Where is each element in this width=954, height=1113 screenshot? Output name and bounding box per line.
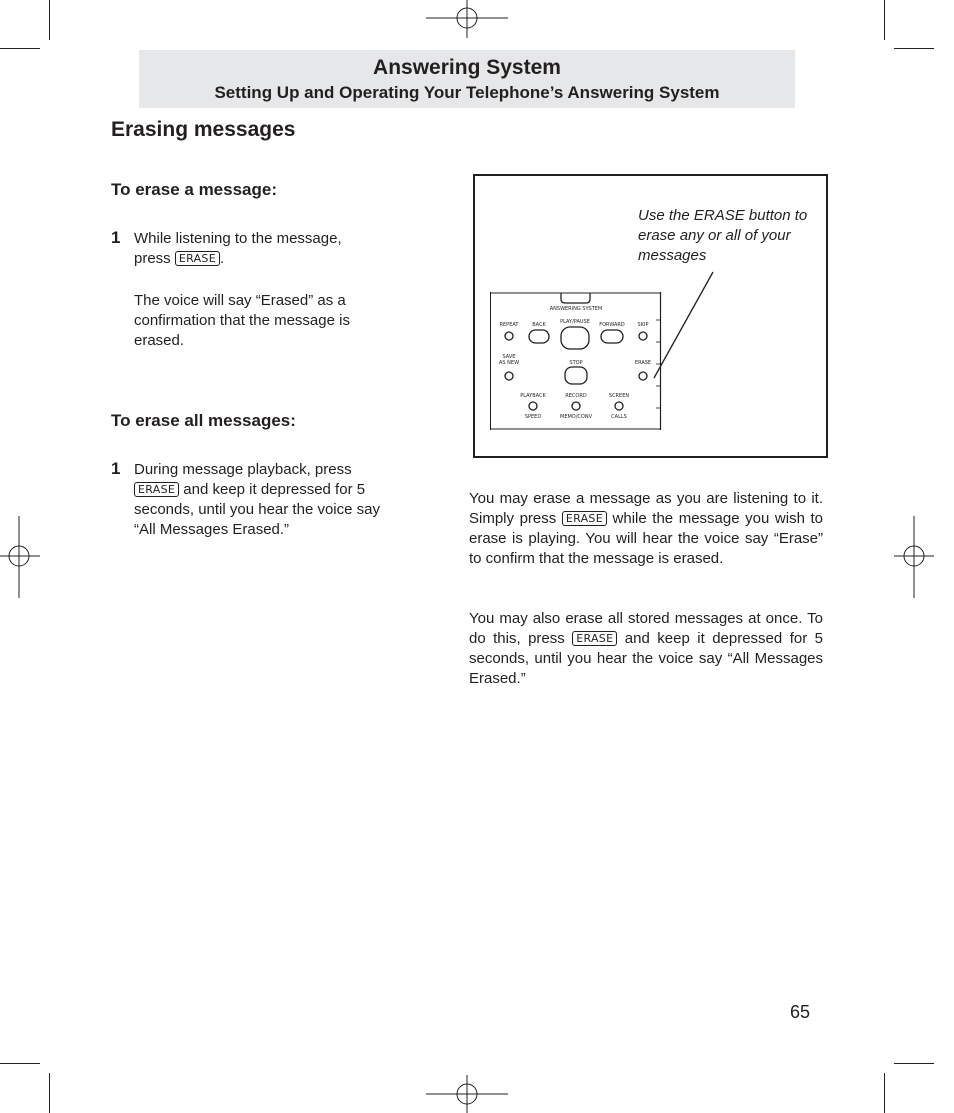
erase-key-icon: ERASE bbox=[175, 251, 220, 266]
erase-key-icon: ERASE bbox=[562, 511, 607, 526]
panel-label-play-pause: PLAY/PAUSE bbox=[560, 319, 590, 325]
erase-one-step-press: press bbox=[134, 250, 171, 267]
stop-button-icon bbox=[565, 367, 587, 384]
registration-mark-icon bbox=[0, 516, 40, 598]
screen-button-icon bbox=[615, 402, 623, 410]
right-paragraph-2-a: You may also erase all stored messages at once. To do this, press bbox=[469, 610, 823, 647]
right-paragraph-2 bbox=[469, 609, 823, 689]
erase-one-step bbox=[134, 229, 404, 269]
erase-all-step-number: 1 bbox=[111, 459, 121, 478]
erase-one-heading: To erase a message: bbox=[111, 180, 277, 199]
section-title: Erasing messages bbox=[111, 118, 296, 141]
save-as-new-button-icon bbox=[505, 372, 513, 380]
erase-all-step bbox=[134, 460, 396, 540]
erase-one-step-text: While listening to the message, bbox=[134, 230, 342, 247]
panel-label-screen: SCREEN bbox=[608, 393, 630, 399]
repeat-button-icon bbox=[505, 332, 513, 340]
play-pause-button-icon bbox=[561, 327, 589, 349]
erase-all-step-text: During message playback, press bbox=[134, 461, 352, 478]
panel-label-speed: SPEED bbox=[524, 414, 542, 420]
registration-mark-icon bbox=[426, 0, 508, 38]
right-paragraph-1-a: You may erase a message as you are listening to it. Simply press bbox=[469, 490, 823, 527]
panel-label-title: ANSWERING SYSTEM bbox=[549, 306, 603, 312]
panel-label-stop: STOP bbox=[569, 360, 583, 366]
crop-mark bbox=[884, 1073, 885, 1113]
crop-mark bbox=[49, 1073, 50, 1113]
panel-label-repeat: REPEAT bbox=[499, 322, 519, 328]
page-number: 65 bbox=[790, 1002, 811, 1022]
erase-one-step-end: . bbox=[219, 250, 225, 267]
record-button-icon bbox=[572, 402, 580, 410]
panel-label-playback: PLAYBACK bbox=[520, 393, 546, 399]
back-button-icon bbox=[529, 330, 549, 343]
erase-all-step-end: and keep it depressed for 5 seconds, until you hear the voice say “All Messages Erased.” bbox=[134, 481, 380, 538]
erase-button-icon bbox=[639, 372, 647, 380]
panel-label-skip: SKIP bbox=[637, 322, 649, 328]
crop-mark bbox=[0, 1063, 40, 1064]
erase-all-heading: To erase all messages: bbox=[111, 411, 296, 430]
panel-label-record: RECORD bbox=[565, 393, 587, 399]
crop-mark bbox=[0, 48, 40, 49]
registration-mark-icon bbox=[894, 516, 934, 598]
crop-mark bbox=[884, 0, 885, 40]
panel-label-calls: CALLS bbox=[611, 414, 627, 420]
right-paragraph-1-b: while the message you wish to erase is playing. You will hear the voice say “Erase” to confirm that the message is erased. bbox=[469, 510, 823, 567]
panel-label-forward: FORWARD bbox=[599, 322, 625, 328]
playback-button-icon bbox=[529, 402, 537, 410]
header-band bbox=[139, 50, 795, 108]
header-subtitle: Setting Up and Operating Your Telephone’s Answering System bbox=[214, 83, 720, 102]
right-paragraph-2-b: and keep it depressed for 5 seconds, until you hear the voice say “All Messages Erased.” bbox=[469, 630, 823, 687]
crop-mark bbox=[894, 48, 934, 49]
erase-one-step-number: 1 bbox=[111, 228, 121, 247]
right-paragraph-1 bbox=[469, 489, 823, 569]
skip-button-icon bbox=[639, 332, 647, 340]
forward-button-icon bbox=[601, 330, 623, 343]
panel-label-memo-conv: MEMO/CONV bbox=[560, 414, 592, 420]
erase-key-icon: ERASE bbox=[572, 631, 617, 646]
panel-label-save: SAVE bbox=[502, 354, 516, 360]
panel-label-erase: ERASE bbox=[634, 360, 652, 366]
erase-key-icon: ERASE bbox=[134, 482, 179, 497]
registration-mark-icon bbox=[426, 1075, 508, 1113]
crop-mark bbox=[894, 1063, 934, 1064]
erase-one-note: The voice will say “Erased” as a confirmation that the message is erased. bbox=[134, 292, 350, 349]
answering-system-panel bbox=[490, 292, 662, 430]
crop-mark bbox=[49, 0, 50, 40]
panel-label-back: BACK bbox=[532, 322, 546, 328]
figure-caption: Use the ERASE button to erase any or all of your messages bbox=[638, 207, 808, 264]
header-title: Answering System bbox=[373, 56, 561, 79]
panel-label-as-new: AS NEW bbox=[498, 360, 520, 366]
